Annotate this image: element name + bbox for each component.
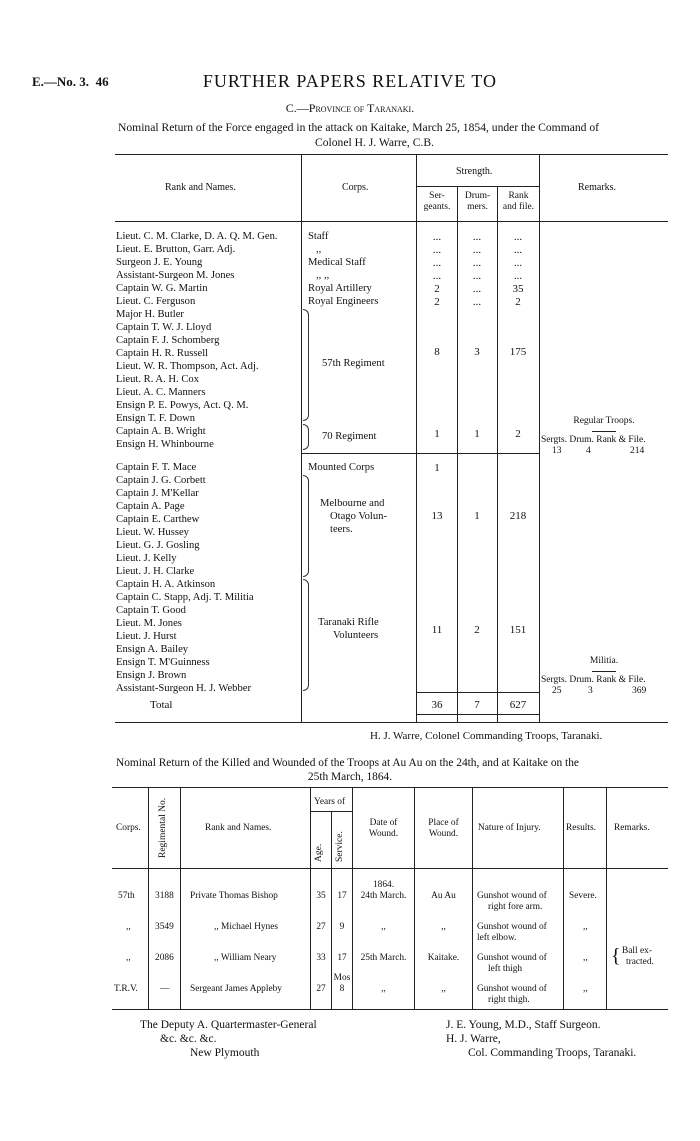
name-row: Lieut. W. Hussey (116, 527, 189, 538)
row1-place: Au Au (431, 891, 456, 901)
corps-melbourne-1: Melbourne and (320, 498, 385, 509)
dots: ... (472, 231, 482, 243)
page-title: FURTHER PAPERS RELATIVE TO (202, 71, 498, 91)
regular-rank-file: 214 (630, 446, 645, 456)
regular-troops-header: Sergts. Drum. Rank & File. (541, 435, 646, 445)
name-row: Captain T. W. J. Lloyd (116, 322, 212, 333)
year-label: 1864. (372, 880, 395, 890)
header-age: Age. (314, 843, 324, 862)
row1-corps: 57th (118, 891, 135, 901)
dots: ... (472, 244, 482, 256)
name-row: Lieut. C. M. Clarke, D. A. Q. M. Gen. (116, 231, 278, 242)
name-row: Ensign P. E. Powys, Act. Q. M. (116, 400, 249, 411)
row4-place: ,, (441, 984, 446, 994)
name-row: Ensign H. Whinbourne (116, 439, 214, 450)
header-corps: Corps. (116, 823, 141, 833)
artillery-sergeants: 2 (434, 283, 440, 295)
remark-rule (592, 431, 616, 432)
militia-rank-file: 369 (632, 686, 647, 696)
row4-no: — (160, 984, 170, 994)
col-divider (180, 787, 181, 1009)
name-row: Captain E. Carthew (116, 514, 200, 525)
name-row: Lieut. J. H. Clarke (116, 566, 195, 577)
name-row: Captain H. A. Atkinson (116, 579, 216, 590)
header-results: Results. (566, 823, 596, 833)
header-regimental-no: Regimental No. (158, 797, 168, 858)
row4-date: ,, (381, 984, 386, 994)
name-row: Lieut. E. Brutton, Garr. Adj. (116, 244, 236, 255)
name-row: Lieut. R. A. H. Cox (116, 374, 199, 385)
corps-artillery: Royal Artillery (308, 283, 372, 294)
remark-brace: { (611, 945, 621, 967)
corps-taranaki-1: Taranaki Rifle (318, 617, 379, 628)
dots: ... (513, 257, 523, 269)
table-rule (112, 868, 668, 869)
name-row: Ensign T. F. Down (116, 413, 196, 424)
r70-rank-file: 2 (515, 428, 521, 440)
table-rule (301, 453, 539, 454)
row1-date: 24th March. (360, 891, 407, 901)
footer-left-1: The Deputy A. Quartermaster-General (140, 1019, 317, 1031)
name-row: Lieut. M. Jones (116, 618, 182, 629)
dots: ... (513, 244, 523, 256)
brace-57th (303, 309, 309, 421)
row2-nature-2: left elbow. (477, 933, 517, 943)
row3-age: 33 (316, 953, 326, 963)
melbourne-rank-file: 218 (509, 510, 527, 522)
corps-57th: 57th Regiment (322, 358, 385, 369)
row3-name: ,, William Neary (214, 953, 277, 963)
name-row: Captain W. G. Martin (116, 283, 208, 294)
total-rank-file: 627 (509, 699, 527, 711)
row4-result: ,, (583, 984, 588, 994)
col-divider (497, 186, 498, 722)
footer-right-1: J. E. Young, M.D., Staff Surgeon. (446, 1019, 601, 1031)
col-divider (148, 787, 149, 1009)
row3-date: 25th March. (360, 953, 407, 963)
corps-taranaki-2: Volunteers (333, 630, 379, 641)
col-divider (416, 154, 417, 722)
taranaki-drummers: 2 (474, 624, 480, 636)
name-row: Surgeon J. E. Young (116, 257, 203, 268)
dots: ... (472, 257, 482, 269)
row1-name: Private Thomas Bishop (190, 891, 278, 901)
r57-rank-file: 175 (509, 346, 527, 358)
militia-header: Sergts. Drum. Rank & File. (541, 675, 646, 685)
section-heading: C.—Province of Taranaki. (285, 101, 415, 115)
page-number: 46 (95, 74, 109, 89)
table-rule (416, 186, 539, 187)
caption-line-1: Nominal Return of the Force engaged in the attack on Kaitake, March 25, 1854, under the Command of (118, 121, 600, 134)
name-row: Ensign T. M'Guinness (116, 657, 210, 668)
dots: ... (513, 270, 523, 282)
row2-date: ,, (381, 922, 386, 932)
table2-caption-2: 25th March, 1864. (307, 771, 393, 783)
footer-right-2: H. J. Warre, (446, 1033, 501, 1045)
col-divider (563, 787, 564, 1009)
table-rule (112, 787, 668, 788)
row3-service: 17 (337, 953, 347, 963)
row2-result: ,, (583, 922, 588, 932)
row3-place: Kaitake. (427, 953, 460, 963)
row4-service: 8 (339, 984, 345, 994)
col-divider (606, 787, 607, 1009)
header-rank-names: Rank and Names. (205, 823, 272, 833)
header-years-of: Years of (314, 797, 346, 807)
name-row: Lieut. G. J. Gosling (116, 540, 200, 551)
corps-melbourne-3: teers. (330, 524, 353, 535)
col-divider (472, 787, 473, 1009)
corps-melbourne-2: Otago Volun- (330, 511, 387, 522)
row4-nature-1: Gunshot wound of (477, 984, 547, 994)
row2-name: ,, Michael Hynes (214, 922, 279, 932)
total-label: Total (150, 699, 173, 711)
header-strength: Strength. (456, 166, 493, 177)
engineers-drummers: ... (472, 296, 482, 308)
name-row: Captain T. Good (116, 605, 186, 616)
row4-nature-2: right thigh. (488, 995, 530, 1005)
total-sergeants: 36 (431, 699, 443, 711)
militia-sergeants: 25 (552, 686, 562, 696)
header-remarks: Remarks. (578, 182, 617, 193)
row1-no: 3188 (155, 891, 174, 901)
row1-nature-1: Gunshot wound of (477, 891, 547, 901)
dots: ... (432, 244, 442, 256)
corps-70th: 70 Regiment (322, 431, 377, 442)
col-divider (301, 154, 302, 722)
total-drummers: 7 (474, 699, 480, 711)
row1-service: 17 (337, 891, 347, 901)
table2-caption-1: Nominal Return of the Killed and Wounded of the Troops at Au Au on the 24th, and at Kaitake on the (116, 757, 579, 769)
regular-troops-title: Regular Troops. (573, 416, 635, 426)
row3-no: 2086 (155, 953, 174, 963)
corps-ditto: ,, (316, 244, 322, 255)
table-rule (115, 154, 668, 155)
caption-line-2: Colonel H. J. Warre, C.B. (315, 136, 434, 149)
remark-rule (592, 671, 616, 672)
name-row: Captain F. T. Mace (116, 462, 197, 473)
header-rank-names: Rank and Names. (165, 182, 236, 193)
row3-remark-2: tracted. (626, 957, 654, 967)
name-row: Captain A. Page (116, 501, 185, 512)
dots: ... (432, 231, 442, 243)
row2-place: ,, (441, 922, 446, 932)
mounted-sergeants: 1 (434, 462, 440, 474)
brace-melbourne (303, 475, 309, 577)
header-corps: Corps. (342, 182, 369, 193)
table-rule (416, 714, 539, 715)
name-row: Captain F. J. Schomberg (116, 335, 220, 346)
regular-drummers: 4 (586, 446, 591, 456)
militia-drummers: 3 (588, 686, 593, 696)
melbourne-sergeants: 13 (431, 510, 443, 522)
artillery-rank-file: 35 (512, 283, 524, 295)
dots: ... (432, 270, 442, 282)
r57-sergeants: 8 (434, 346, 440, 358)
name-row: Captain C. Stapp, Adj. T. Militia (116, 592, 254, 603)
row2-no: 3549 (155, 922, 174, 932)
table-rule (112, 1009, 668, 1010)
name-row: Lieut. J. Kelly (116, 553, 177, 564)
r70-drummers: 1 (474, 428, 480, 440)
name-row: Lieut. J. Hurst (116, 631, 177, 642)
dots: ... (432, 257, 442, 269)
corps-mounted: Mounted Corps (308, 462, 375, 473)
header-drummers: Drum- mers. (464, 191, 491, 212)
header-nature: Nature of Injury. (478, 823, 541, 833)
name-row: Captain J. G. Corbett (116, 475, 206, 486)
col-divider (539, 154, 540, 722)
regular-sergeants: 13 (552, 446, 562, 456)
name-row: Lieut. W. R. Thompson, Act. Adj. (116, 361, 259, 372)
dots: ... (472, 270, 482, 282)
engineers-rank-file: 2 (515, 296, 521, 308)
taranaki-rank-file: 151 (509, 624, 527, 636)
row4-age: 27 (316, 984, 326, 994)
row1-nature-2: right fore arm. (488, 902, 543, 912)
name-row: Ensign A. Bailey (116, 644, 189, 655)
dots: ... (513, 231, 523, 243)
table-rule (416, 692, 539, 693)
name-row: Ensign J. Brown (116, 670, 187, 681)
row3-corps: ,, (126, 953, 131, 963)
corps-engineers: Royal Engineers (308, 296, 379, 307)
corps-staff: Staff (308, 231, 329, 242)
footer-left-2: &c. &c. &c. (160, 1033, 217, 1045)
engineers-sergeants: 2 (434, 296, 440, 308)
name-row: Major H. Butler (116, 309, 184, 320)
footer-left-3: New Plymouth (190, 1047, 260, 1059)
corps-ditto: ,, ,, (316, 270, 330, 281)
row2-age: 27 (316, 922, 326, 932)
row1-age: 35 (316, 891, 326, 901)
row3-remark-1: Ball ex- (622, 946, 652, 956)
corps-medical: Medical Staff (308, 257, 366, 268)
row2-nature-1: Gunshot wound of (477, 922, 547, 932)
r70-sergeants: 1 (434, 428, 440, 440)
r57-drummers: 3 (474, 346, 480, 358)
militia-title: Militia. (589, 656, 619, 666)
col-divider (457, 186, 458, 722)
header-rank-file: Rank and file. (502, 191, 535, 212)
artillery-drummers: ... (472, 283, 482, 295)
table-rule (115, 221, 668, 222)
row2-corps: ,, (126, 922, 131, 932)
name-row: Lieut. C. Ferguson (116, 296, 196, 307)
mos-label: Mos (333, 973, 351, 983)
brace-taranaki (303, 579, 309, 691)
row1-result: Severe. (569, 891, 597, 901)
table-rule (115, 722, 668, 723)
table1-signature: H. J. Warre, Colonel Commanding Troops, Taranaki. (370, 730, 603, 742)
header-date: Date of Wound. (368, 818, 399, 839)
row4-name: Sergeant James Appleby (190, 984, 282, 994)
name-row: Lieut. A. C. Manners (116, 387, 206, 398)
brace-70th (303, 424, 309, 450)
name-row: Captain J. M'Kellar (116, 488, 199, 499)
row3-result: ,, (583, 953, 588, 963)
header-place: Place of Wound. (428, 818, 459, 839)
row3-nature-1: Gunshot wound of (477, 953, 547, 963)
page-ref: E.—No. 3. 46 (32, 74, 109, 89)
name-row: Captain A. B. Wright (116, 426, 206, 437)
row4-corps: T.R.V. (114, 984, 138, 994)
melbourne-drummers: 1 (474, 510, 480, 522)
name-row: Captain H. R. Russell (116, 348, 209, 359)
header-service: Service. (335, 831, 345, 862)
taranaki-sergeants: 11 (431, 624, 443, 636)
row3-nature-2: left thigh (488, 964, 523, 974)
header-remarks: Remarks. (614, 823, 650, 833)
footer-right-3: Col. Commanding Troops, Taranaki. (468, 1047, 637, 1059)
name-row: Assistant-Surgeon H. J. Webber (116, 683, 251, 694)
header-sergeants: Ser- geants. (423, 191, 451, 212)
name-row: Assistant-Surgeon M. Jones (116, 270, 235, 281)
row2-service: 9 (339, 922, 345, 932)
